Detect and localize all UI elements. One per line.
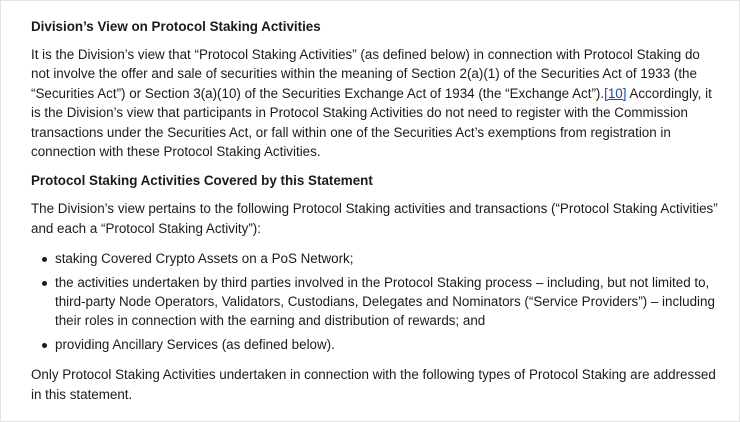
list-item: staking Covered Crypto Assets on a PoS Network;: [55, 249, 721, 268]
footnote-link[interactable]: [10]: [604, 85, 627, 101]
covered-activities-intro: The Division’s view pertains to the following Protocol Staking activities and transactions (“Protocol Staking Activities” and each a “Protocol Staking Activity”):: [31, 201, 718, 236]
list-item: the activities undertaken by third parties involved in the Protocol Staking process – including, but not limited to, third-party Node Operators, Validators, Custodians, Delegates and Nominators (“Service Providers”) – including their roles in connection with the earning and distribution of rewards; and: [55, 273, 721, 331]
closing-paragraph: Only Protocol Staking Activities undertaken in connection with the following types of Protocol Staking are addressed in this statement.: [31, 367, 716, 402]
list-item: providing Ancillary Services (as defined below).: [55, 335, 721, 354]
division-view-text: It is the Division’s view that “Protocol Staking Activities” (as defined below) in connection with Protocol Staking do not involve the offer and sale of securities within the meaning of Section 2(a)(1) of the Securities Act of 1933 (the “Securities Act”) or Section 3(a)(10) of the Securities Exchange Act of 1934 (the “Exchange Act”).: [31, 47, 700, 101]
section-heading-division-view: Division’s View on Protocol Staking Activities: [31, 19, 321, 34]
division-view-text-continued: Accordingly, it is the Division’s view that participants in Protocol Staking Activities do not need to register with the Commission transactions under the Securities Act, or fall within one of the Securities Act’s exemptions from registration in connection with these Protocol Staking Activities.: [31, 85, 712, 160]
division-view-paragraph: [31, 45, 721, 161]
activities-list: [31, 249, 721, 354]
section-heading-covered-activities: Protocol Staking Activities Covered by this Statement: [31, 173, 373, 189]
